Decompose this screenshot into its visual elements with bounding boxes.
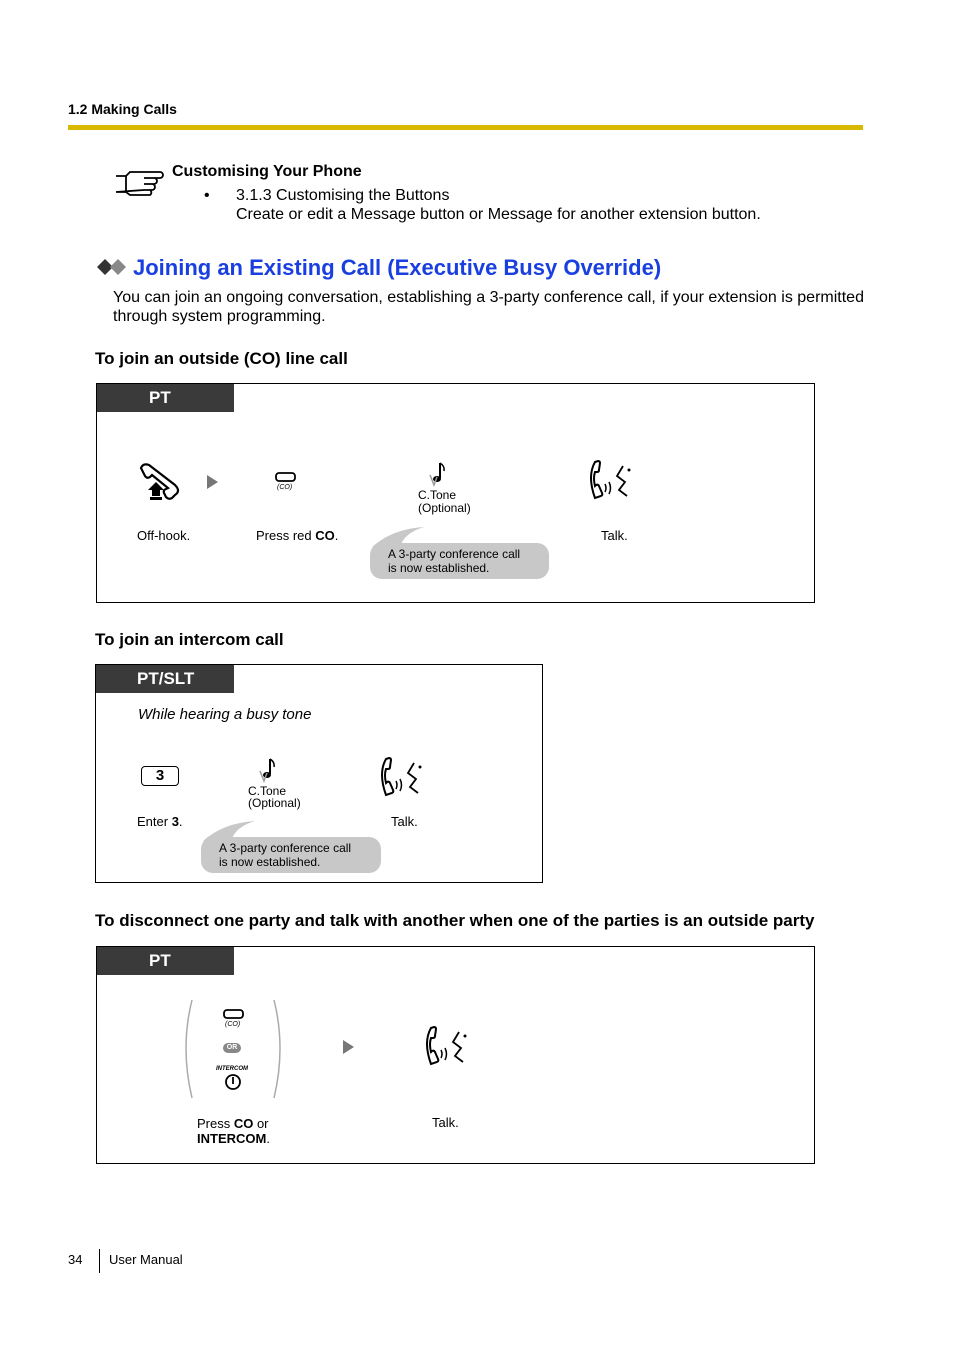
optional-label: (Optional): [248, 796, 301, 810]
conference-bubble: A 3-party conference call is now established.: [370, 543, 549, 579]
optional-label: (Optional): [418, 501, 471, 515]
enter-caption: Enter 3.: [137, 814, 183, 829]
step-arrow-icon: [343, 1040, 354, 1054]
section-label: 1.2 Making Calls: [68, 101, 177, 117]
intercom-button-icon[interactable]: [224, 1073, 242, 1091]
talk-icon: [421, 1024, 469, 1070]
co-key-label: (CO): [225, 1021, 241, 1028]
intercom-key-label: INTERCOM: [216, 1066, 248, 1072]
tab-pt: PT: [97, 947, 234, 975]
step-arrow-icon: [207, 475, 218, 489]
ctone-label: C.Tone: [248, 784, 287, 798]
talk-icon: [585, 458, 633, 504]
ctone-label: C.Tone: [418, 488, 457, 502]
disconnect-heading: To disconnect one party and talk with another when one of the parties is an outside party: [95, 911, 815, 930]
offhook-caption: Off-hook.: [137, 528, 191, 543]
co-key-label: (CO): [277, 484, 293, 491]
music-note-icon: [258, 757, 280, 783]
talk-caption: Talk.: [601, 528, 628, 543]
tab-pt: PT: [97, 384, 234, 412]
tab-pt-slt: PT/SLT: [96, 665, 234, 693]
co-button-icon[interactable]: [222, 1008, 246, 1020]
footer-divider: [99, 1249, 100, 1273]
pointing-hand-icon: [114, 166, 166, 196]
or-badge: OR: [223, 1043, 241, 1053]
customising-description: Create or edit a Message button or Message for another extension button.: [236, 206, 761, 223]
busy-tone-note: While hearing a busy tone: [138, 706, 312, 723]
talk-caption: Talk.: [432, 1115, 459, 1130]
page-number: 34: [68, 1252, 83, 1267]
header-rule: [68, 125, 863, 130]
talk-caption: Talk.: [391, 814, 418, 829]
press-red-caption: Press red CO.: [256, 528, 339, 543]
dial-key-3[interactable]: 3: [141, 766, 179, 786]
offhook-icon: [136, 462, 186, 502]
talk-icon: [376, 755, 424, 801]
customising-link[interactable]: 3.1.3 Customising the Buttons: [236, 187, 450, 204]
co-button-icon[interactable]: [274, 471, 298, 483]
customising-title: Customising Your Phone: [172, 163, 362, 180]
music-note-icon: [428, 461, 450, 487]
diamonds-icon: [96, 258, 128, 276]
press-co-intercom-caption: Press CO or INTERCOM.: [197, 1116, 270, 1146]
bullet: •: [204, 187, 210, 204]
conference-bubble: A 3-party conference call is now established.: [201, 837, 381, 873]
intro-paragraph: You can join an ongoing conversation, establishing a 3-party conference call, if your extension is permitted through system programming.: [113, 289, 864, 325]
footer-doc-title: User Manual: [109, 1252, 183, 1267]
page-title: Joining an Existing Call (Executive Busy Override): [133, 255, 662, 280]
outside-call-heading: To join an outside (CO) line call: [95, 349, 348, 368]
intercom-call-heading: To join an intercom call: [95, 630, 284, 649]
